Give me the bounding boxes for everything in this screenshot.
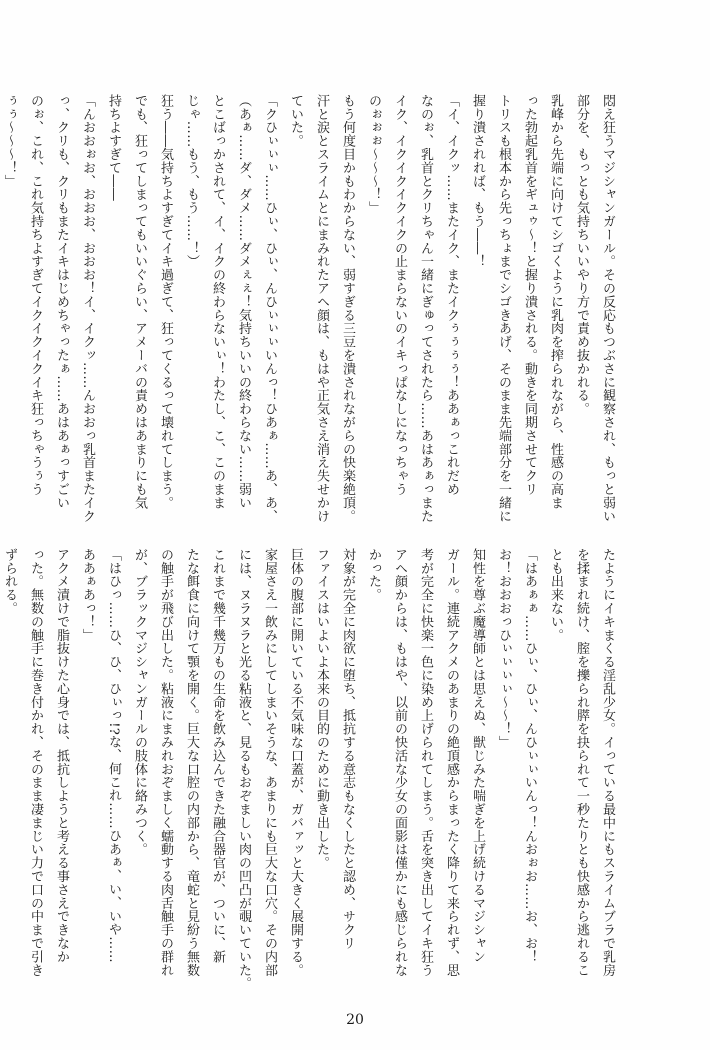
text-line: が、ブラックマジシャンガールの肢体に絡みつく。 xyxy=(132,548,147,857)
text-line: の触手が飛び出した。粘液にまみれおぞましく蠕動する肉舌触手の群れ xyxy=(158,548,173,977)
text-line: 部分を、もっとも気持ちいいやり方で責め抜かれる。 xyxy=(574,94,589,416)
text-line: 「クひぃぃぃ……ひぃ、ひぃ、んひぃぃぃいんっ！ひあぁ……あ、あ、 xyxy=(262,94,277,523)
text-line: 「んおおぉお、おおお、おおお！イ、イクッ……んおおっ乳首またイク xyxy=(80,94,95,523)
text-line: ガール。連続アクメのあまりの絶頂感からまったく降りて来られず、思 xyxy=(444,548,459,977)
text-line: ああぁあっ！」 xyxy=(80,548,95,642)
text-line: ていた。 xyxy=(288,94,303,148)
text-line: お！おおおっひぃぃぃぃ〜〜！」 xyxy=(496,548,511,749)
text-line: のぉ、これ、これ気持ちよすぎてイクイクイクイキ狂っちゃうぅう xyxy=(28,94,43,496)
text-line: 家屋さえ一飲みにしてしまいそうな、あまりにも巨大な口穴。その内部 xyxy=(262,548,277,977)
text-line: 「はあぁぁ……ひぃ、ひぃ、んひぃぃいんっ！んおぉお……お、お！ xyxy=(522,548,537,964)
text-block-bottom xyxy=(2,548,620,991)
text-line: 持ちよすぎて―― xyxy=(106,94,121,202)
text-line: 知性を尊ぶ魔導師とは思えぬ、獣じみた喘ぎを上げ続けるマジシャン xyxy=(470,548,485,964)
text-line: ファイスはいよいよ本来の目的のために動き出した。 xyxy=(314,548,329,870)
text-line: には、ヌラヌラと光る粘液と、見るもおぞましい肉の凹凸が覗いていた。 xyxy=(236,548,251,991)
text-line: 巨体の腹部に開いている不気味な口蓋が、ガバァッと大きく展開する。 xyxy=(288,548,303,977)
text-line: でも、狂ってしまってもいいぐらい、アメーバの責めはあまりにも気 xyxy=(132,94,147,510)
text-line: 握り潰されれば、もう――！ xyxy=(470,94,485,269)
text-line: 対象が完全に肉欲に堕ち、抵抗する意志もなくしたと認め、サクリ xyxy=(340,548,355,950)
text-line: トリスも根本から先っちょまでシゴきあげ、そのまま先端部分を一緒に xyxy=(496,94,511,523)
text-line: アヘ顔からは、もはや、以前の快活な少女の面影は僅かにも感じられな xyxy=(392,548,407,977)
text-line: アクメ漬けで脂抜けた心身では、抵抗しようと考える事さえできなか xyxy=(54,548,69,964)
text-line: った。無数の触手に巻き付かれ、そのまま凄まじい力で口の中まで引き xyxy=(28,548,43,977)
text-line: たようにイキまくる淫乱少女。イっている最中にもスライムブラで乳房 xyxy=(600,548,615,977)
text-line: 狂う――気持ちよすぎてイキ過ぎて、狂ってくるって壊れてしまう。 xyxy=(158,94,173,510)
text-line: （あぁ……ダ、ダメ……ダメぇぇ！気持ちいいの終わらない……弱い xyxy=(236,94,251,510)
text-line: 悶え狂うマジシャンガール。その反応もつぶさに観察され、もっと弱い xyxy=(600,94,615,523)
text-line: じゃ……もう、もう……！） xyxy=(184,94,199,269)
text-line: 「はひっ……ひ、ひ、ひぃっ!?な、何これ……ひあぁ、い、いや…… xyxy=(106,548,121,963)
text-line: 考が完全に快楽一色に染め上げられてしまう。舌を突き出してイキ狂う xyxy=(418,548,433,977)
text-line: かった。 xyxy=(366,548,381,602)
text-line: もう何度目かもわからない、弱すぎる三豆を潰されながらの快楽絶頂。 xyxy=(340,94,355,523)
text-line: 「イ、イクッ……またイク、またイクぅぅぅぅ！ああぁっこれだめ xyxy=(444,94,459,496)
text-line: なのぉ、乳首とクリちゃん一緒にぎゅってされたら……あはあぁっまた xyxy=(418,94,433,523)
text-line: っ、クリも、クリもまたイキはじめちゃったぁ……あはあぁっすごい xyxy=(54,94,69,510)
text-line: 汗と涙とスライムとにまみれたアヘ顔は、もはや正気さえ消え失せかけ xyxy=(314,94,329,523)
text-line: った勃起乳首をギュゥ〜！と握り潰される。動きを同期させてクリ xyxy=(522,94,537,496)
text-line: ずられる。 xyxy=(2,548,17,615)
text-line: とも出来ない。 xyxy=(548,548,563,642)
text-line: を揉まれ続け、腟を擽られ膵を抉られて一秒たりとも快感から逃れるこ xyxy=(574,548,589,977)
text-line: ぅぅ〜〜〜！」 xyxy=(2,94,17,188)
text-line: 乳峰から先端に向けてシゴくように乳肉を搾られながら、性感の高ま xyxy=(548,94,563,510)
text-line: イク、イクイクイクイクの止まらないのイキっぱなしになっちゃう xyxy=(392,94,407,496)
page-number: 20 xyxy=(346,1012,364,1028)
text-line: のぉぉぉ〜〜〜！」 xyxy=(366,94,381,215)
text-line: たな餌食に向けて顎を開く。巨大な口腔の内部から、竜蛇と見紛う無数 xyxy=(184,548,199,977)
text-line: とこばっかされて、イ、イクの終わらないぃ！わたし、こ、このまま xyxy=(210,94,225,510)
text-line: これまで幾千幾万もの生命を飲み込んできた融合器官が、ついに、新 xyxy=(210,548,225,964)
text-block-top xyxy=(2,94,620,534)
